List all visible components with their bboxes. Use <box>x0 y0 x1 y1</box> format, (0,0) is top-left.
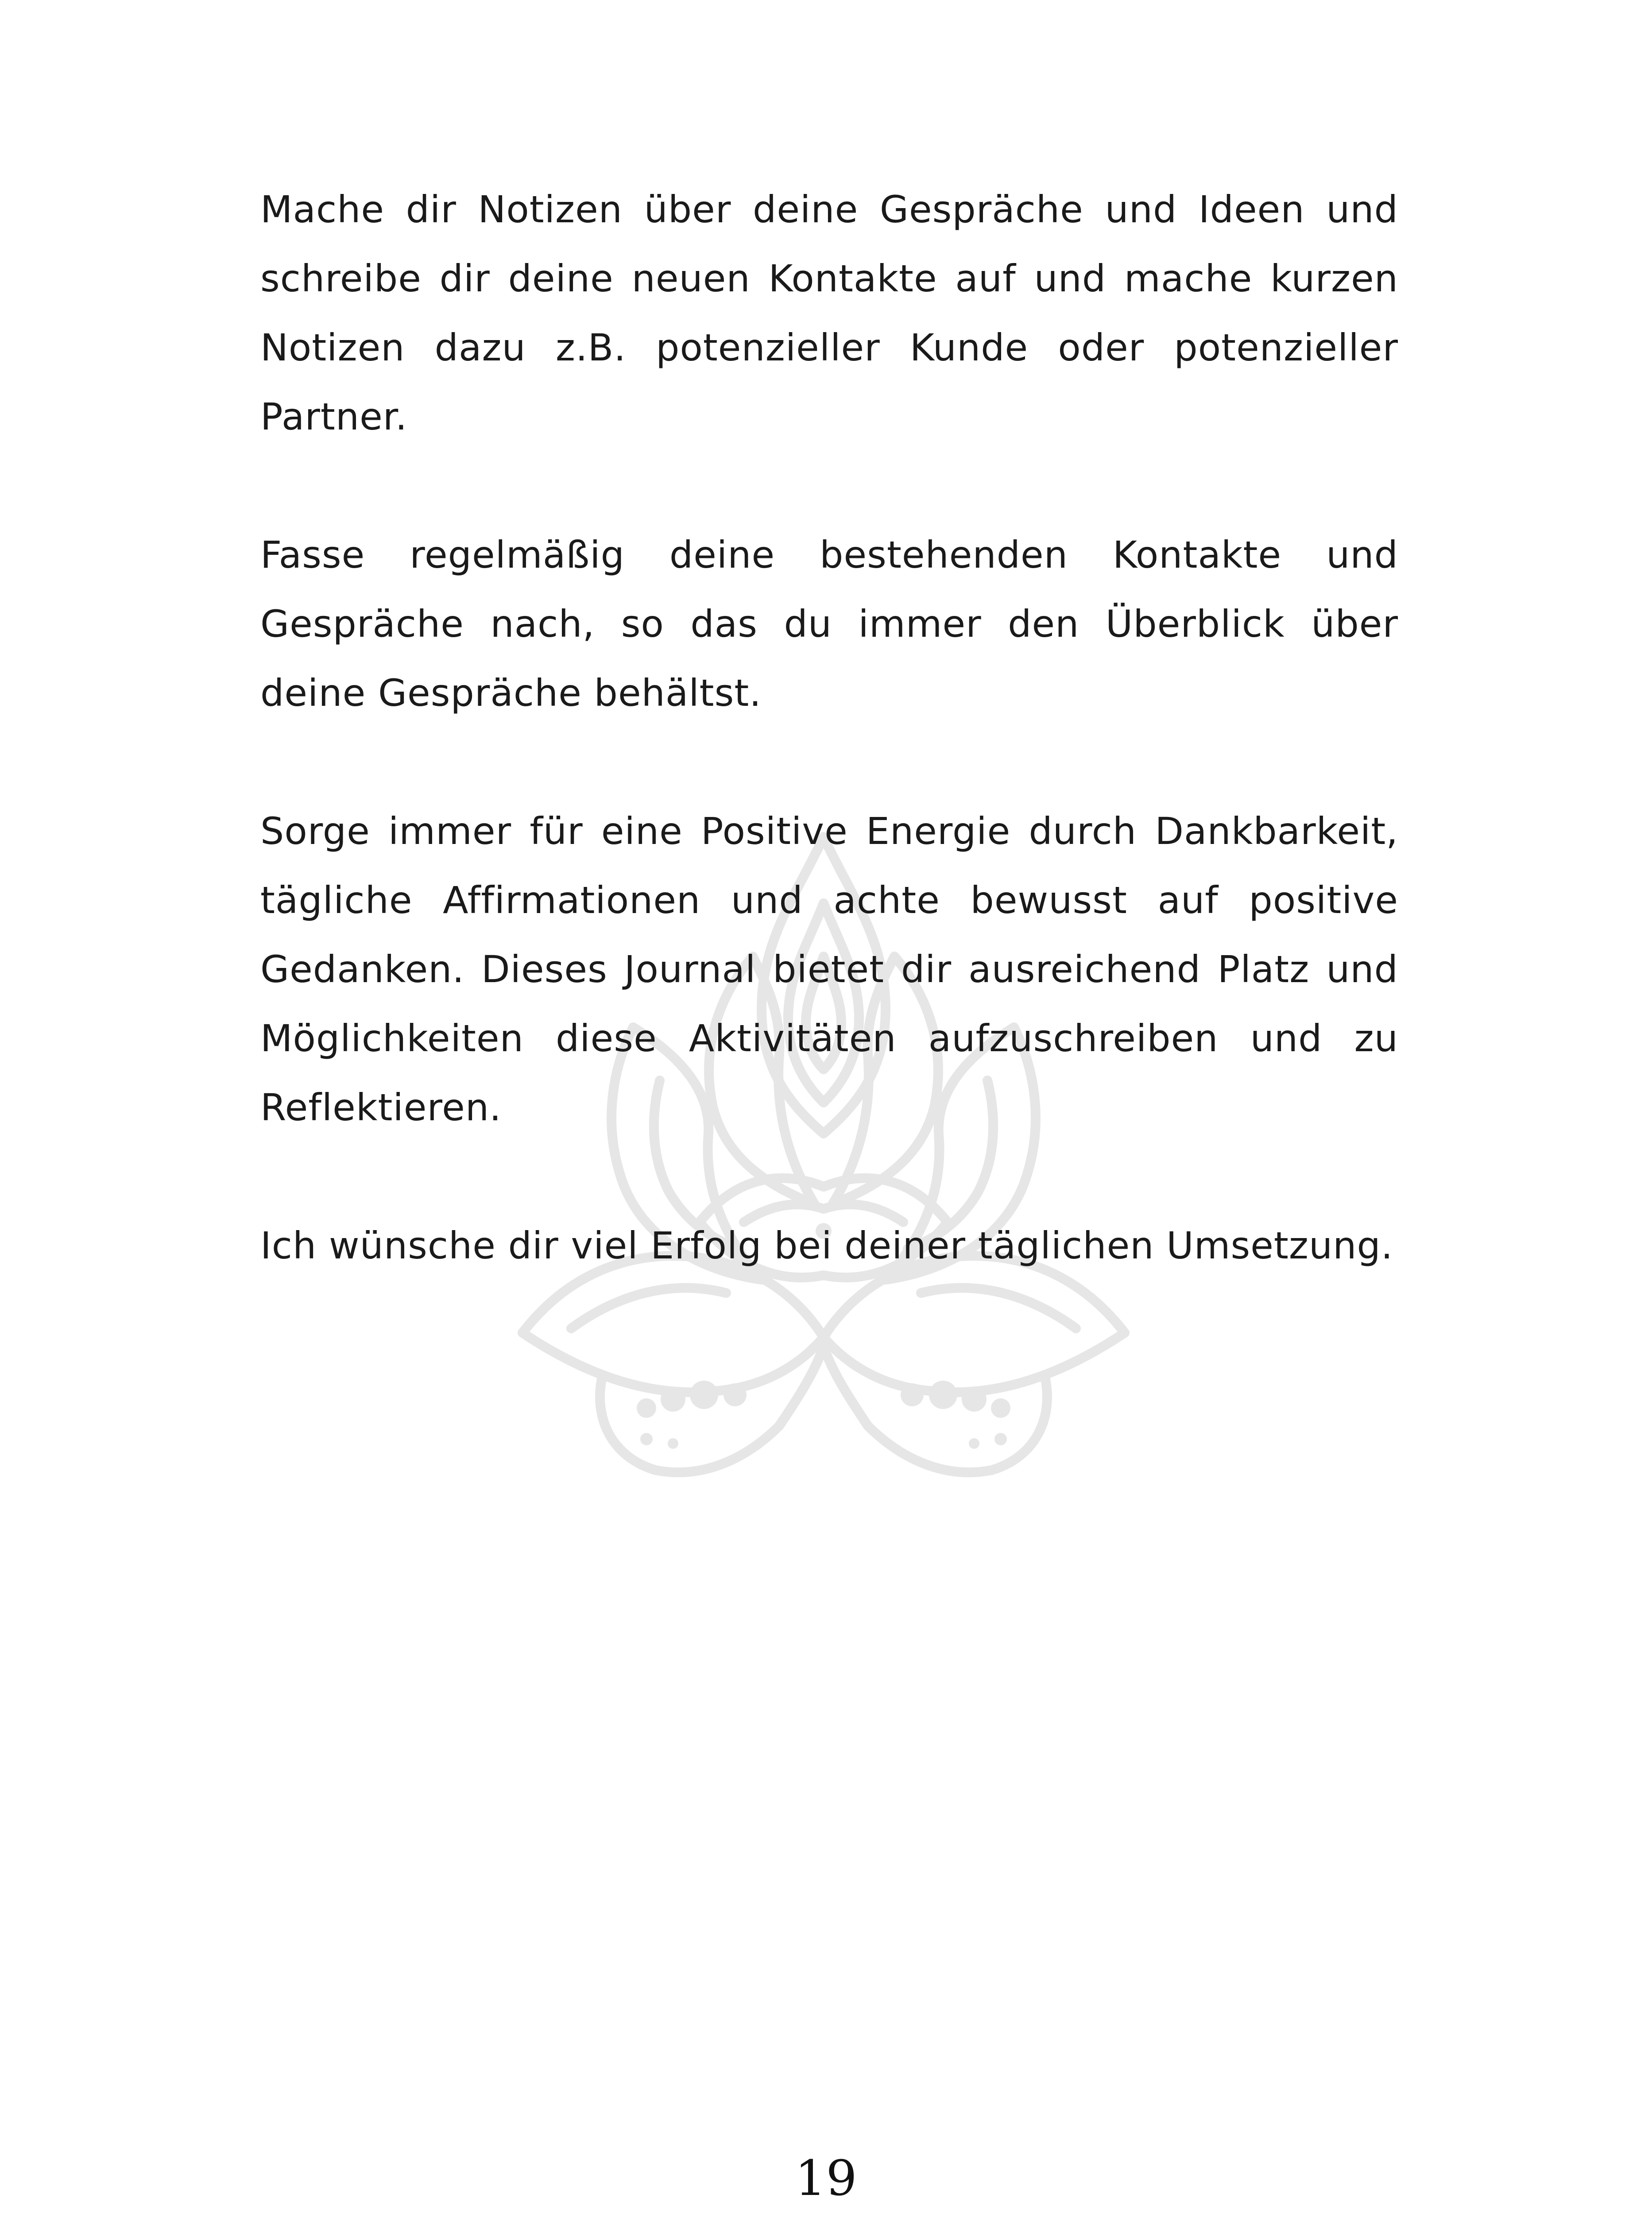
body-text <box>260 175 1398 1280</box>
page-number: 19 <box>795 2150 857 2206</box>
paragraph-positive-energy: Sorge immer für eine Positive Energie durch Dankbarkeit, tägliche Affirmationen und achte bewusst auf positive Gedanken. Dieses Journal bietet dir ausreichend Platz und Möglichkeiten diese Aktivitäten aufzuschreiben und zu Reflektieren. <box>260 809 1398 1129</box>
paragraph-closing: Ich wünsche dir viel Erfolg bei deiner täglichen Umsetzung. <box>260 1224 1393 1267</box>
paragraph-notes: Mache dir Notizen über deine Gespräche und Ideen und schreibe dir deine neuen Kontakte auf und mache kurzen Notizen dazu z.B. potenzieller Kunde oder potenzieller Partner. <box>260 188 1398 438</box>
paragraph-follow-up: Fasse regelmäßig deine bestehenden Kontakte und Gespräche nach, so das du immer den Überblick über deine Gespräche behältst. <box>260 533 1398 715</box>
